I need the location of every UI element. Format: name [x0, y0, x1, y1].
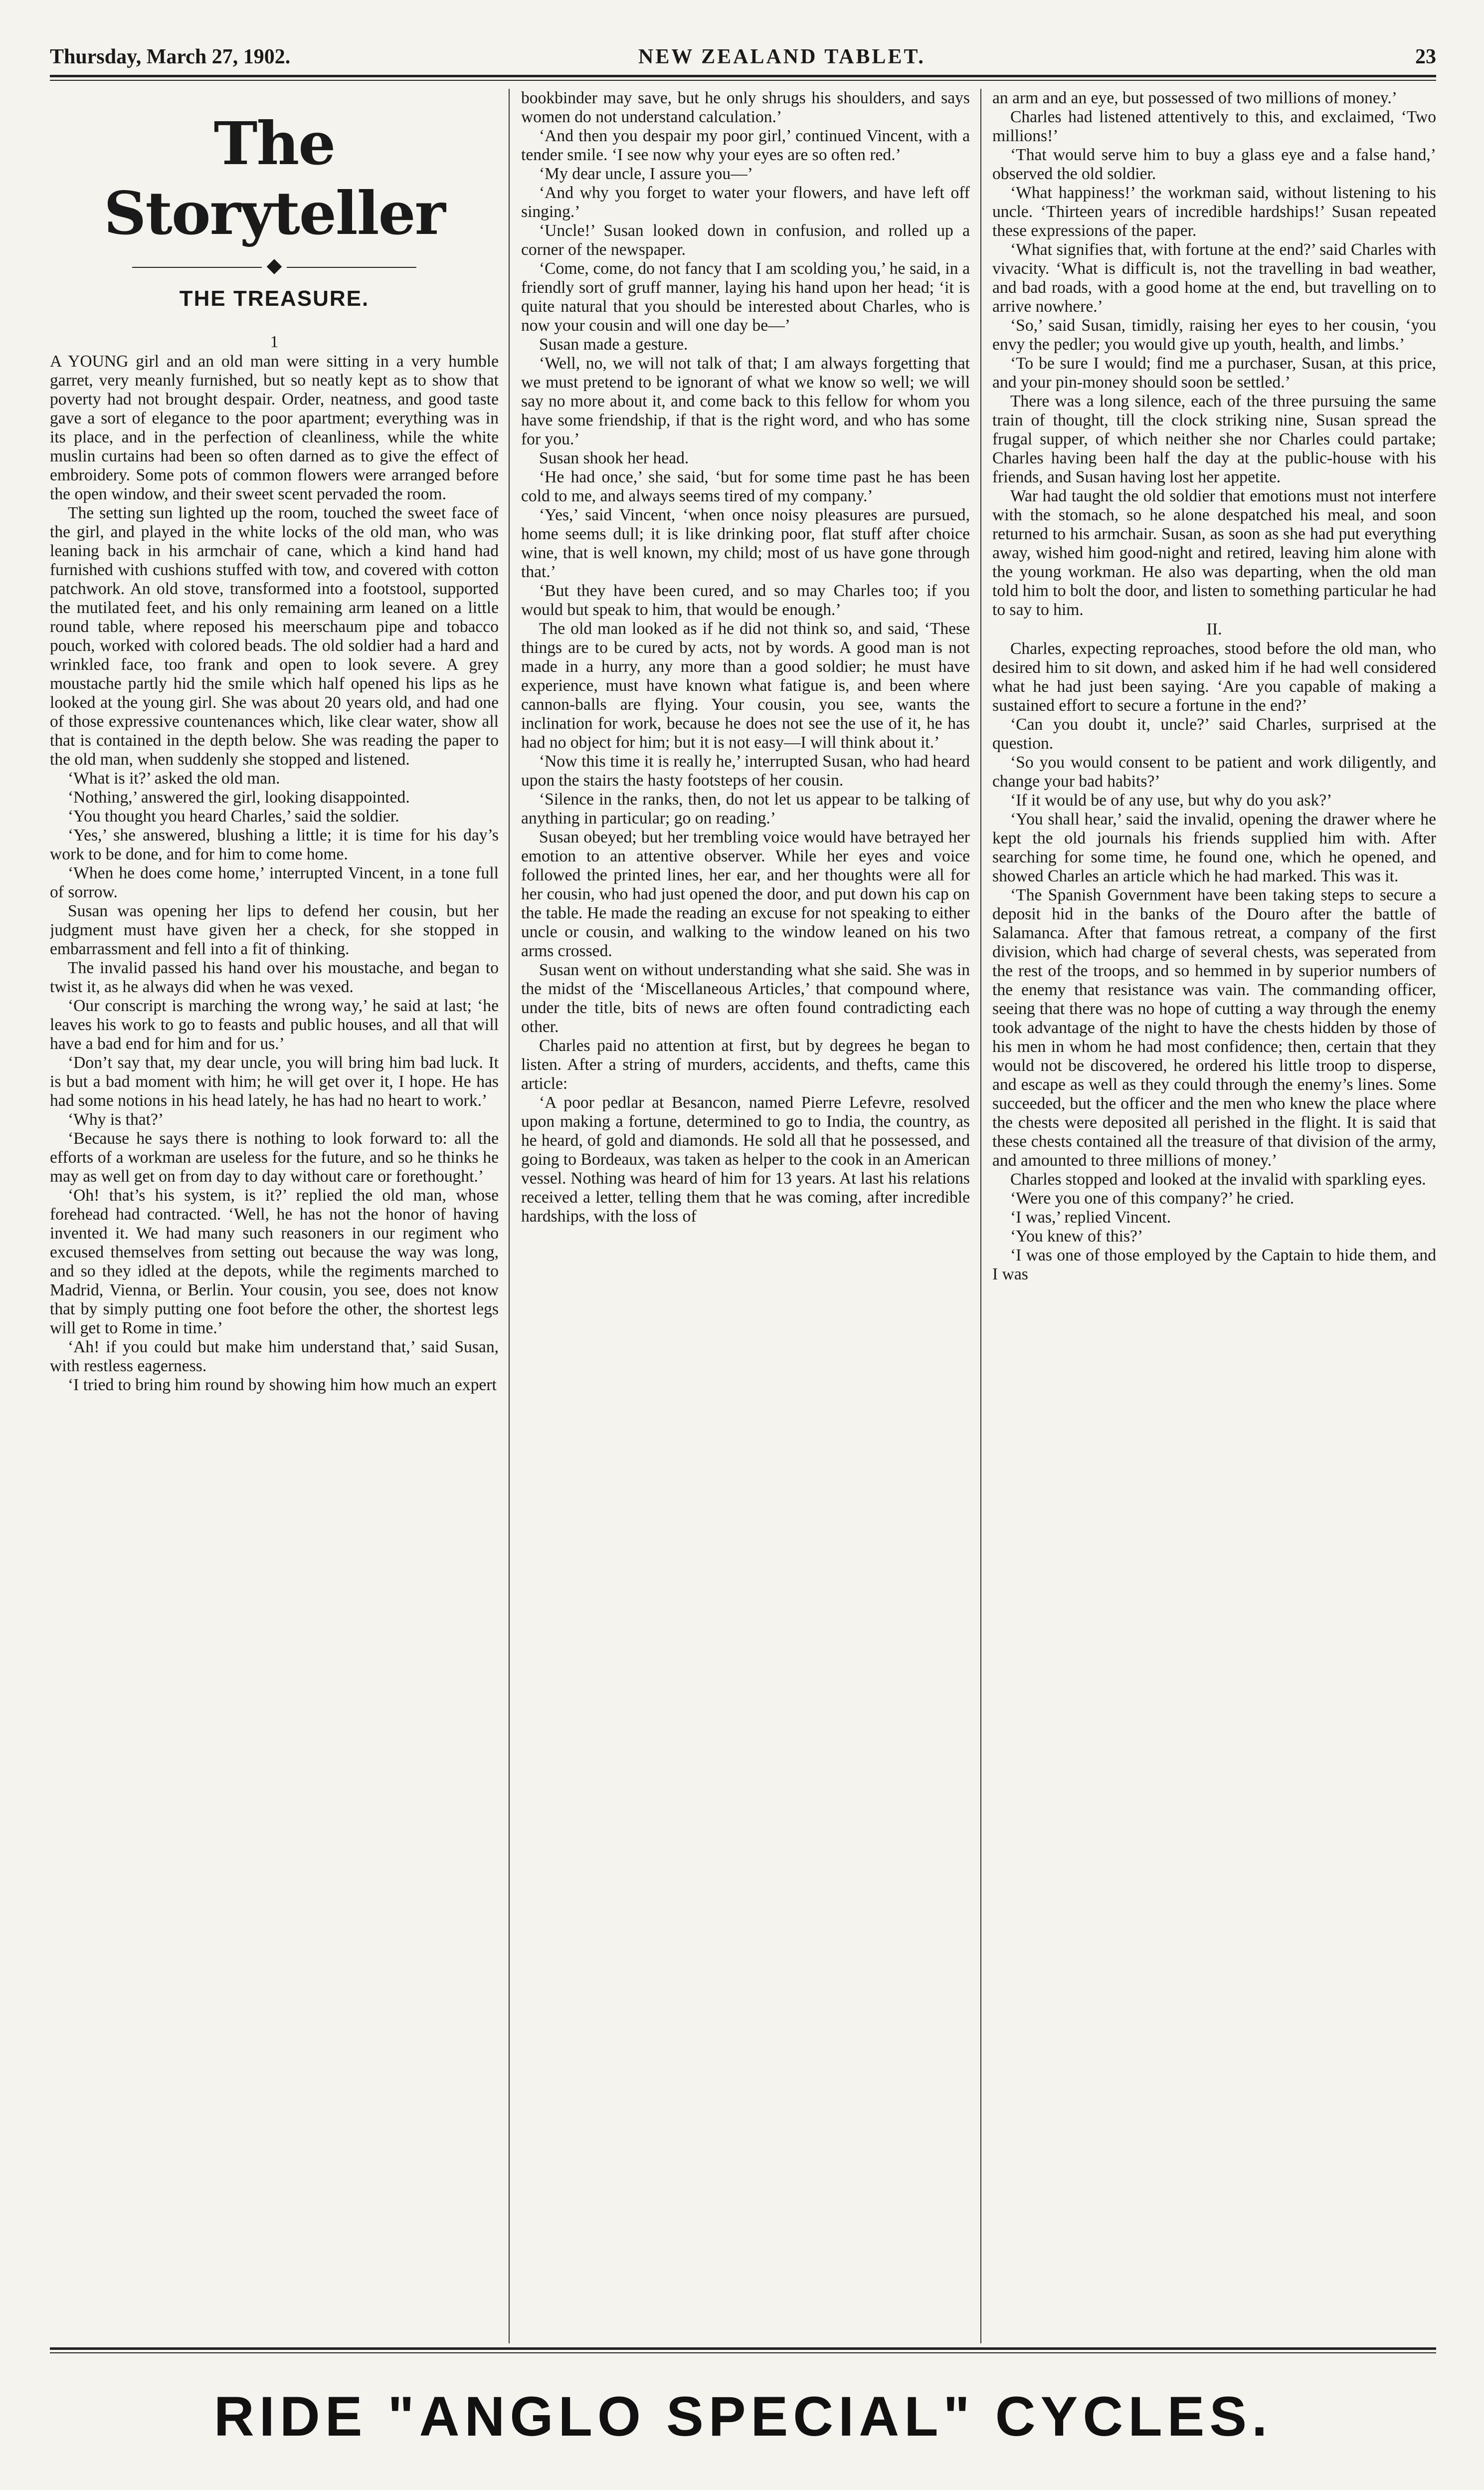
paragraph: ‘Can you doubt it, uncle?’ said Charles, surprised at the question. [992, 715, 1436, 753]
ornament-line-left [132, 267, 262, 268]
page-number: 23 [1415, 45, 1436, 68]
paragraph: ‘If it would be of any use, but why do you ask?’ [1010, 791, 1332, 810]
paragraph: ‘To be sure I would; find me a purchaser, Susan, at this price, and your pin-money should soon be settled.’ [992, 354, 1436, 392]
paragraph: Susan obeyed; but her trembling voice would have betrayed her emotion to an attentive observer. While her eyes and voice followed the printed lines, her ear, and her thoughts were all for her cousin, who had just opened the door, and put down his cap on the table. He made the reading an excuse for not speaking to either uncle or cousin, and walking to the window leaned on his two arms crossed. [521, 828, 970, 960]
paragraph: ‘Uncle!’ Susan looked down in confusion, and rolled up a corner of the newspaper. [521, 221, 970, 259]
paragraph: ‘The Spanish Government have been taking steps to secure a deposit hid in the banks of the Douro after the battle of Salamanca. After that famous retreat, a company of the first division, which had charge of several chests, was seperated from the rest of the troops, and so hemmed in by superior numbers of the enemy that resistance was vain. The commanding officer, seeing that there was no hope of cutting a way through the enemy took advantage of the night to have the chests hidden by those of his men in whom he had most confidence; then, certain that they would not be discovered, he ordered his little troop to disperse, and escape as well as they could through the enemy’s lines. Some succeeded, but the officer and the men who knew the place where the chests were deposited all perished in the flight. It is said that these chests contained all the treasure of that division of the army, and amounted to three millions of money.’ [992, 886, 1436, 1170]
paragraph: ‘I tried to bring him round by showing him how much an expert [68, 1376, 497, 1394]
column-divider [980, 89, 981, 2343]
masthead-rule-thin [50, 80, 1436, 81]
story-title: THE TREASURE. [179, 286, 370, 311]
paragraph: Charles, expecting reproaches, stood before the old man, who desired him to sit down, and asked him if he had well considered what he had just been saying. ‘Are you capable of making a sustained effort to secure a fortune in the end?’ [992, 639, 1436, 715]
paragraph: ‘So,’ said Susan, timidly, raising her eyes to her cousin, ‘you envy the pedler; you would give up youth, health, and limbs.’ [992, 316, 1436, 354]
paragraph: Charles had listened attentively to this, and exclaimed, ‘Two millions!’ [992, 108, 1436, 145]
paragraph: There was a long silence, each of the three pursuing the same train of thought, till the clock striking nine, Susan spread the frugal supper, of which neither she nor Charles could partake; Charles having been half the day at the public-house with his friends, and Susan having lost her appetite. [992, 392, 1436, 486]
masthead-date: Thursday, March 27, 1902. [50, 45, 291, 68]
paragraph: Susan made a gesture. [539, 335, 688, 354]
paragraph: The invalid passed his hand over his moustache, and began to twist it, as he always did when he was vexed. [50, 959, 499, 996]
paragraph: ‘Ah! if you could but make him understand that,’ said Susan, with restless eagerness. [50, 1338, 499, 1375]
diamond-ornament-icon: ◆ [266, 254, 282, 276]
paragraph: ‘That would serve him to buy a glass eye and a false hand,’ observed the old soldier. [992, 146, 1436, 183]
paragraph: Susan was opening her lips to defend her cousin, but her judgment must have given her a check, for she stopped in embarrassment and fell into a fit of thinking. [50, 902, 499, 958]
paragraph: ‘What is it?’ asked the old man. [68, 769, 280, 788]
paragraph: The setting sun lighted up the room, touched the sweet face of the girl, and played in the white locks of the old man, who was leaning back in his armchair of cane, which a kind hand had furnished with cushions stuffed with tow, and covered with cotton patchwork. An old stove, transformed into a footstool, supported the mutilated feet, and his only remaining arm leaned on a little round table, where reposed his meerschaum pipe and tobacco pouch, worked with colored beads. The old soldier had a hard and wrinkled face, too frank and open to look severe. A grey moustache partly hid the smile which half opened his lips as he looked at the young girl. She was about 20 years old, and had one of those expressive countenances which, like clear water, show all that is contained in the depth below. She was reading the paper to the old man, when suddenly she stopped and listened. [50, 504, 499, 769]
column-divider [509, 89, 510, 2343]
paragraph: ‘You knew of this?’ [1010, 1227, 1143, 1245]
paragraph: ‘Yes,’ said Vincent, ‘when once noisy pleasures are pursued, home seems dull; it is like drinking poor, flat stuff after choice wine, that is well known, my child; most of us have gone through that.’ [521, 506, 970, 581]
paragraph: Susan went on without understanding what she said. She was in the midst of the ‘Miscellaneous Articles,’ that compound where, under the title, bits of news are often found contradicting each other. [521, 961, 970, 1036]
paragraph: ‘Because he says there is nothing to look forward to: all the efforts of a workman are useless for the future, and so he thinks he may as well get on from day to day without care or forethought.’ [50, 1129, 499, 1186]
paragraph: ‘Yes,’ she answered, blushing a little; it is time for his day’s work to be done, and for him to come home. [50, 826, 499, 863]
paragraph: ‘You thought you heard Charles,’ said the soldier. [68, 807, 399, 826]
paragraph: A YOUNG girl and an old man were sitting in a very humble garret, very meanly furnished, but so neatly kept as to show that poverty had not brought despair. Order, neatness, and good taste gave a sort of elegance to the poor apartment; everything was in its place, and in the perfection of cleanliness, while the white muslin curtains had been so often darned as to give the effect of embroidery. Some pots of common flowers were arranged before the open window, and their sweet scent pervaded the room. [50, 352, 499, 503]
paragraph: ‘And why you forget to water your flowers, and have left off singing.’ [521, 184, 970, 221]
paragraph: ‘Nothing,’ answered the girl, looking disappointed. [68, 788, 410, 807]
section-title: The Storyteller [104, 109, 445, 248]
column-2 [521, 89, 970, 2343]
ornament-line-right [287, 267, 416, 268]
paragraph: ‘My dear uncle, I assure you—’ [539, 165, 753, 183]
paragraph: Susan shook her head. [539, 449, 689, 467]
advertisement-banner: RIDE "ANGLO SPECIAL" CYCLES. [213, 2385, 1273, 2448]
paragraph: ‘Were you one of this company?’ he cried. [1010, 1189, 1295, 1208]
column-3 [992, 89, 1436, 2343]
paragraph: ‘But they have been cured, and so may Charles too; if you would but speak to him, that would be enough.’ [521, 582, 970, 619]
title-ornament [50, 255, 499, 275]
paragraph: The old man looked as if he did not think so, and said, ‘These things are to be cured by acts, not by words. A good man is not made in a hurry, any more than a good soldier; he must have experience, must have known what fatigue is, and been where cannon-balls are flying. Your cousin, you see, wants the inclination for work, because he does not see the use of it, he has had no object for him; but it is not easy—I will think about it.’ [521, 620, 970, 752]
paragraph: ‘Our conscript is marching the wrong way,’ he said at last; ‘he leaves his work to go to feasts and public houses, and all that will have a bad end for him and for us.’ [50, 997, 499, 1053]
paragraph: ‘Come, come, do not fancy that I am scolding you,’ he said, in a friendly sort of gruff manner, laying his hand upon her head; ‘it is quite natural that you should be interested about Charles, who is now your cousin and will one day be—’ [521, 259, 970, 335]
paragraph: ‘And then you despair my poor girl,’ continued Vincent, with a tender smile. ‘I see now why your eyes are so often red.’ [521, 127, 970, 164]
paragraph: bookbinder may save, but he only shrugs his shoulders, and says women do not understand calculation.’ [521, 89, 970, 126]
paragraph: War had taught the old soldier that emotions must not interfere with the stomach, so he alone despatched his meal, and soon returned to his armchair. Susan, as soon as she had put everything away, wished him good-night and retired, leaving him alone with the young workman. He also was departing, when the old man told him to bolt the door, and listen to something particular he had to say to him. [992, 487, 1436, 619]
masthead-paper-name: NEW ZEALAND TABLET. [638, 45, 926, 68]
column-1 [50, 89, 499, 2343]
paragraph: ‘When he does come home,’ interrupted Vincent, in a tone full of sorrow. [50, 864, 499, 901]
paragraph: ‘What happiness!’ the workman said, without listening to his uncle. ‘Thirteen years of incredible hardships!’ Susan repeated these expressions of the paper. [992, 184, 1436, 240]
paragraph: ‘So you would consent to be patient and work diligently, and change your bad habits?’ [992, 753, 1436, 791]
part-number: II. [1206, 620, 1222, 638]
masthead-rule [50, 75, 1436, 77]
footer-rule [50, 2347, 1436, 2350]
paragraph: ‘I was one of those employed by the Captain to hide them, and I was [992, 1246, 1436, 1283]
paragraph: ‘Don’t say that, my dear uncle, you will bring him bad luck. It is but a bad moment with him; he will get over it, I hope. He has had some notions in his head lately, he has had no heart to work.’ [50, 1053, 499, 1110]
paragraph: an arm and an eye, but possessed of two millions of money.’ [992, 89, 1397, 107]
part-number: 1 [270, 333, 279, 351]
paragraph: Charles paid no attention at first, but by degrees he began to listen. After a string of murders, accidents, and thefts, came this article: [521, 1037, 970, 1093]
paragraph: ‘Well, no, we will not talk of that; I am always forgetting that we must pretend to be ignorant of what we know so well; we will say no more about it, and come back to this fellow for whom you have some friendship, if that is the right word, and who has some for you.’ [521, 354, 970, 448]
paragraph: ‘Silence in the ranks, then, do not let us appear to be talking of anything in particular; go on reading.’ [521, 790, 970, 828]
paragraph: Charles stopped and looked at the invalid with sparkling eyes. [1010, 1170, 1426, 1189]
paragraph: ‘What signifies that, with fortune at the end?’ said Charles with vivacity. ‘What is difficult is, not the travelling in bad weather, and bad roads, with a good home at the end, but travelling on to arrive nowhere.’ [992, 240, 1436, 316]
masthead [50, 40, 1436, 76]
paragraph: ‘He had once,’ she said, ‘but for some time past he has been cold to me, and always seems tired of my company.’ [521, 468, 970, 505]
footer-rule-thin [50, 2352, 1436, 2353]
paragraph: ‘A poor pedlar at Besancon, named Pierre Lefevre, resolved upon making a fortune, determined to go to India, the country, as he heard, of gold and diamonds. He sold all that he possessed, and going to Bordeaux, was taken as helper to the cook in an American vessel. Nothing was heard of him for 13 years. At last his relations received a letter, telling them that he was coming, after incredible hardships, with the loss of [521, 1093, 970, 1226]
paragraph: ‘Oh! that’s his system, is it?’ replied the old man, whose forehead had contracted. ‘Well, he has not the honor of having invented it. We had many such reasoners in our regiment who excused themselves from setting out because the way was long, and so they idled at the depots, while the regiments marched to Madrid, Vienna, or Berlin. Your cousin, you see, does not know that by simply putting one foot before the other, the shortest legs will get to Rome in time.’ [50, 1186, 499, 1337]
paragraph: ‘I was,’ replied Vincent. [1010, 1208, 1171, 1227]
paragraph: ‘Now this time it is really he,’ interrupted Susan, who had heard upon the stairs the hasty footsteps of her cousin. [521, 752, 970, 790]
paragraph: ‘Why is that?’ [68, 1110, 164, 1129]
paragraph: ‘You shall hear,’ said the invalid, opening the drawer where he kept the old journals his friends supplied him with. After searching for some time, he found one, which he opened, and showed Charles an article which he had marked. This was it. [992, 810, 1436, 885]
